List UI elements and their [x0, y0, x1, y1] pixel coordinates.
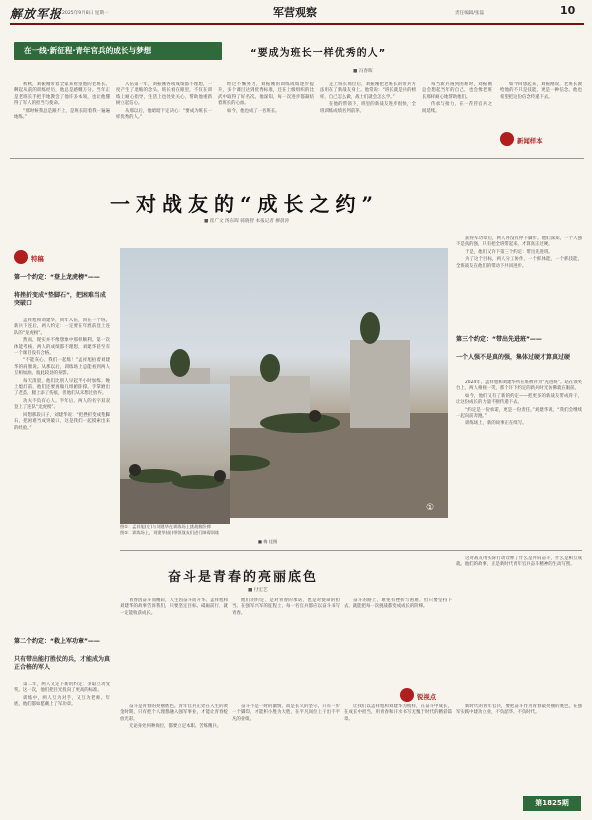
article-column: 新时代的青年官兵，要把奋斗作为青春最亮丽的底色，在强军实践中建功立业，不负韶华、不负时代。 — [456, 704, 582, 716]
article-column: 初秋，刘振刚带着全家来看望他的老班长。聊起从前的训练经历，他总是感慨万分。当年正是老班长手把手地教会了他许多本领，也让他懂得了军人的担当与使命。 “那时候我总是跟不上，是班长陪着我一遍遍地练。” — [14, 82, 110, 121]
promise-2-label: 第二个约定：“救上军功章”—— — [14, 638, 100, 645]
article-column: 青春因奋斗而精彩，人生因奋斗而升华。孟祥旭和刘建华的故事告诉我们，只要坚定目标、砥砺前行，就一定能收获成长。 — [120, 598, 228, 616]
photo-illustration — [120, 384, 230, 524]
section-divider — [10, 158, 584, 159]
badge-news-sample: 新闻样本 — [500, 128, 543, 147]
editor-credit: 责任编辑/张磊 — [455, 11, 485, 16]
section-divider — [120, 550, 582, 551]
article-column: 走上班长岗位后，刘振刚把老班长的带兵方法用在了新战友身上。他常说：“班长就是兵的榜样，自己怎么做，战士们就会怎么学。” 在他的带领下，班里的新战友进步很快，全班训练成绩名列前茅。 — [320, 82, 416, 114]
promise-1-label: 第一个约定：“登上龙虎榜”—— — [14, 274, 100, 281]
article-column: 2024年，孟祥旭和刘建华所在班被评为“先进班”。站在领奖台上，两人相视一笑，那个许下约定的新兵时光仿佛就在眼前。 如今，他们又有了新的约定——把更多的新战友带成骨干，让这份成长的力量不断传递下去。 “约定是一份承诺，更是一份责任。”刘建华说，“我们会继续一起向前奔跑。” 训练场上，新的故事正在续写。 — [456, 380, 582, 427]
promise-3-subtitle: 一个人强不是真的强，集体过硬才算真过硬 — [456, 354, 571, 361]
main-feature-byline: ■ 崔广文 汤东晖 韩晓智 本报记者 柳晨涛 — [204, 219, 290, 224]
photo-number-label: ① — [426, 503, 435, 513]
badge-dot-icon — [500, 132, 514, 146]
promise-3-label: 第三个约定：“带出先进班”—— — [456, 336, 542, 343]
commentary-title: 奋斗是青春的亮丽底色 — [168, 570, 319, 585]
badge-dot-icon — [400, 688, 414, 702]
article-column: 他们的约定，是对青春的承诺，也是对使命的担当。在强军兴军的征程上，每一名官兵都应以奋斗书写青春。 — [232, 598, 340, 616]
column-banner: 在一线·新征程·青年官兵的成长与梦想 — [14, 42, 222, 60]
section-title: 军营观察 — [273, 6, 317, 19]
photo-caption-2: 图②：训练场上，刘建华(前)带领战友们进行障碍训练 — [120, 530, 220, 535]
article-column: 奋斗的路上，难免有挫折与困难，但只要坚持下去，就能把每一次挑战都变成成长的阶梯。 — [344, 598, 452, 610]
header-rule — [10, 23, 584, 25]
article-column: 第二年，两人又定下新的约定：争取立功受奖。这一次，他们把目光投向了更高的标准。 训练中，两人互为对手，又互为老师。年底，他们都如愿戴上了军功章。 — [14, 682, 110, 708]
photo-caption-1: 图①：孟祥旭(左)与刘建华在训练场上挑战俯卧撑 — [120, 524, 211, 529]
badge-dot-icon — [14, 250, 28, 264]
article-column: 经过不懈努力，刘振刚的训练成绩逐步提升，多个课目达到优秀标准，还在上级组织的比武中取得了好名次。他深知，每一次进步都凝结着班长的心血。 如今，他也成了一名班长。 — [218, 82, 314, 114]
article-column: 孟祥旭和刘建华，同年入伍，同在一个班。新兵下连后，两人约定：一定要在年底前登上连队的“龙虎榜”。 然而，现实并不像想象中那样顺利。第一次体能考核，两人的成绩都不理想，刘建华甚至有一个课目没有合格。 “不能灰心，我们一起练！”孟祥旭拍着刘建华的肩膀说。从那以后，训练场上总能看到两人互相加油、彼此较劲的身影。 每天清晨，他们比别人早起半小时加练；晚上熄灯前，他们还要再做几组俯卧撑。手掌磨出了老茧，腿上添了伤痕，但他们从未想过放弃。 功夫不负有心人。半年后，两人的名字双双登上了连队“龙虎榜”。 回想那段日子，刘建华说：“把挫折变成垫脚石，把困难当成突破口，这是我们一起摸索出来的经验。” — [14, 318, 110, 431]
feature-byline: ■ 冯春晖 — [353, 69, 373, 74]
photo-credit: ■ 梅 佳摄 — [258, 539, 278, 544]
promise-2-subtitle: 只有带出能打胜仗的兵，才能成为真正合格的军人 — [14, 656, 111, 671]
article-column: 如今回想起来，刘振刚说，老班长教给他的不只是技能，更是一种信念。他也希望把这份信念传递下去。 — [500, 82, 582, 100]
article-column: 这对战友用实际行动诠释了什么是并肩奋斗，什么是相互成就。他们的故事，正是新时代青年官兵奋斗精神的生动写照。 — [456, 556, 582, 568]
badge-sharp-view: 锐视点 — [400, 684, 436, 703]
commentary-byline: ■ 付宏艺 — [248, 588, 268, 593]
newspaper-logo: 解放军报 — [10, 7, 63, 21]
article-column: 奋斗不是一时的激情，而是长久的坚守。只有一步一个脚印，才能积小胜为大胜，在平凡岗位上干出不平凡的业绩。 — [232, 704, 340, 722]
issue-number-box: 第1825期 — [523, 796, 581, 811]
pushup-photo — [120, 384, 230, 524]
badge-special-report: 特稿 — [14, 246, 44, 265]
article-column: 获得军功章后，两人并没有停下脚步。他们深知，一个人强不是真的强，只有把全班带起来，才算真正过硬。 于是，他们又许下第三个约定：带出先进班。 为了这个目标，两人分工协作，一个抓体能，一个抓技能，全班战友在他们的带动下共同进步。 — [456, 236, 582, 269]
article-column: 入伍第一年，刘振刚各项成绩都不理想，一度产生了退缩的念头。班长看在眼里，不仅在训练上耐心指导，生活上也处处关心，帮助他重新树立起信心。 从那以后，他暗暗下定决心：“要成为班长一样优秀的人。” — [116, 82, 212, 121]
article-column: 每当新兵遇到困难时，刘振刚总会想起当年的自己，也会像老班长那样耐心地帮助他们。 传承与接力，在一茬茬官兵之间延续。 — [422, 82, 492, 114]
article-column: 让我们以孟祥旭和刘建华为榜样，在奋斗中成长，在成长中担当，用青春和汗水书写无愧于时代的精彩篇章。 — [344, 704, 452, 722]
page-number: 10 — [560, 4, 576, 17]
feature-title: “要成为班长一样优秀的人” — [250, 48, 387, 59]
main-feature-title: 一对战友的“成长之约” — [110, 192, 380, 216]
article-column: 奋斗是青春的亮丽底色。青年官兵正处在人生的黄金时期，只有把个人理想融入强军事业，才能让青春绽放光彩。 无论身处何种岗位，都要立足本职、苦练精兵。 — [120, 704, 228, 730]
issue-date: 2025年9月8日 星期一 — [62, 11, 109, 16]
promise-1-subtitle: 将挫折变成“垫脚石”，把困难当成突破口 — [14, 292, 106, 307]
